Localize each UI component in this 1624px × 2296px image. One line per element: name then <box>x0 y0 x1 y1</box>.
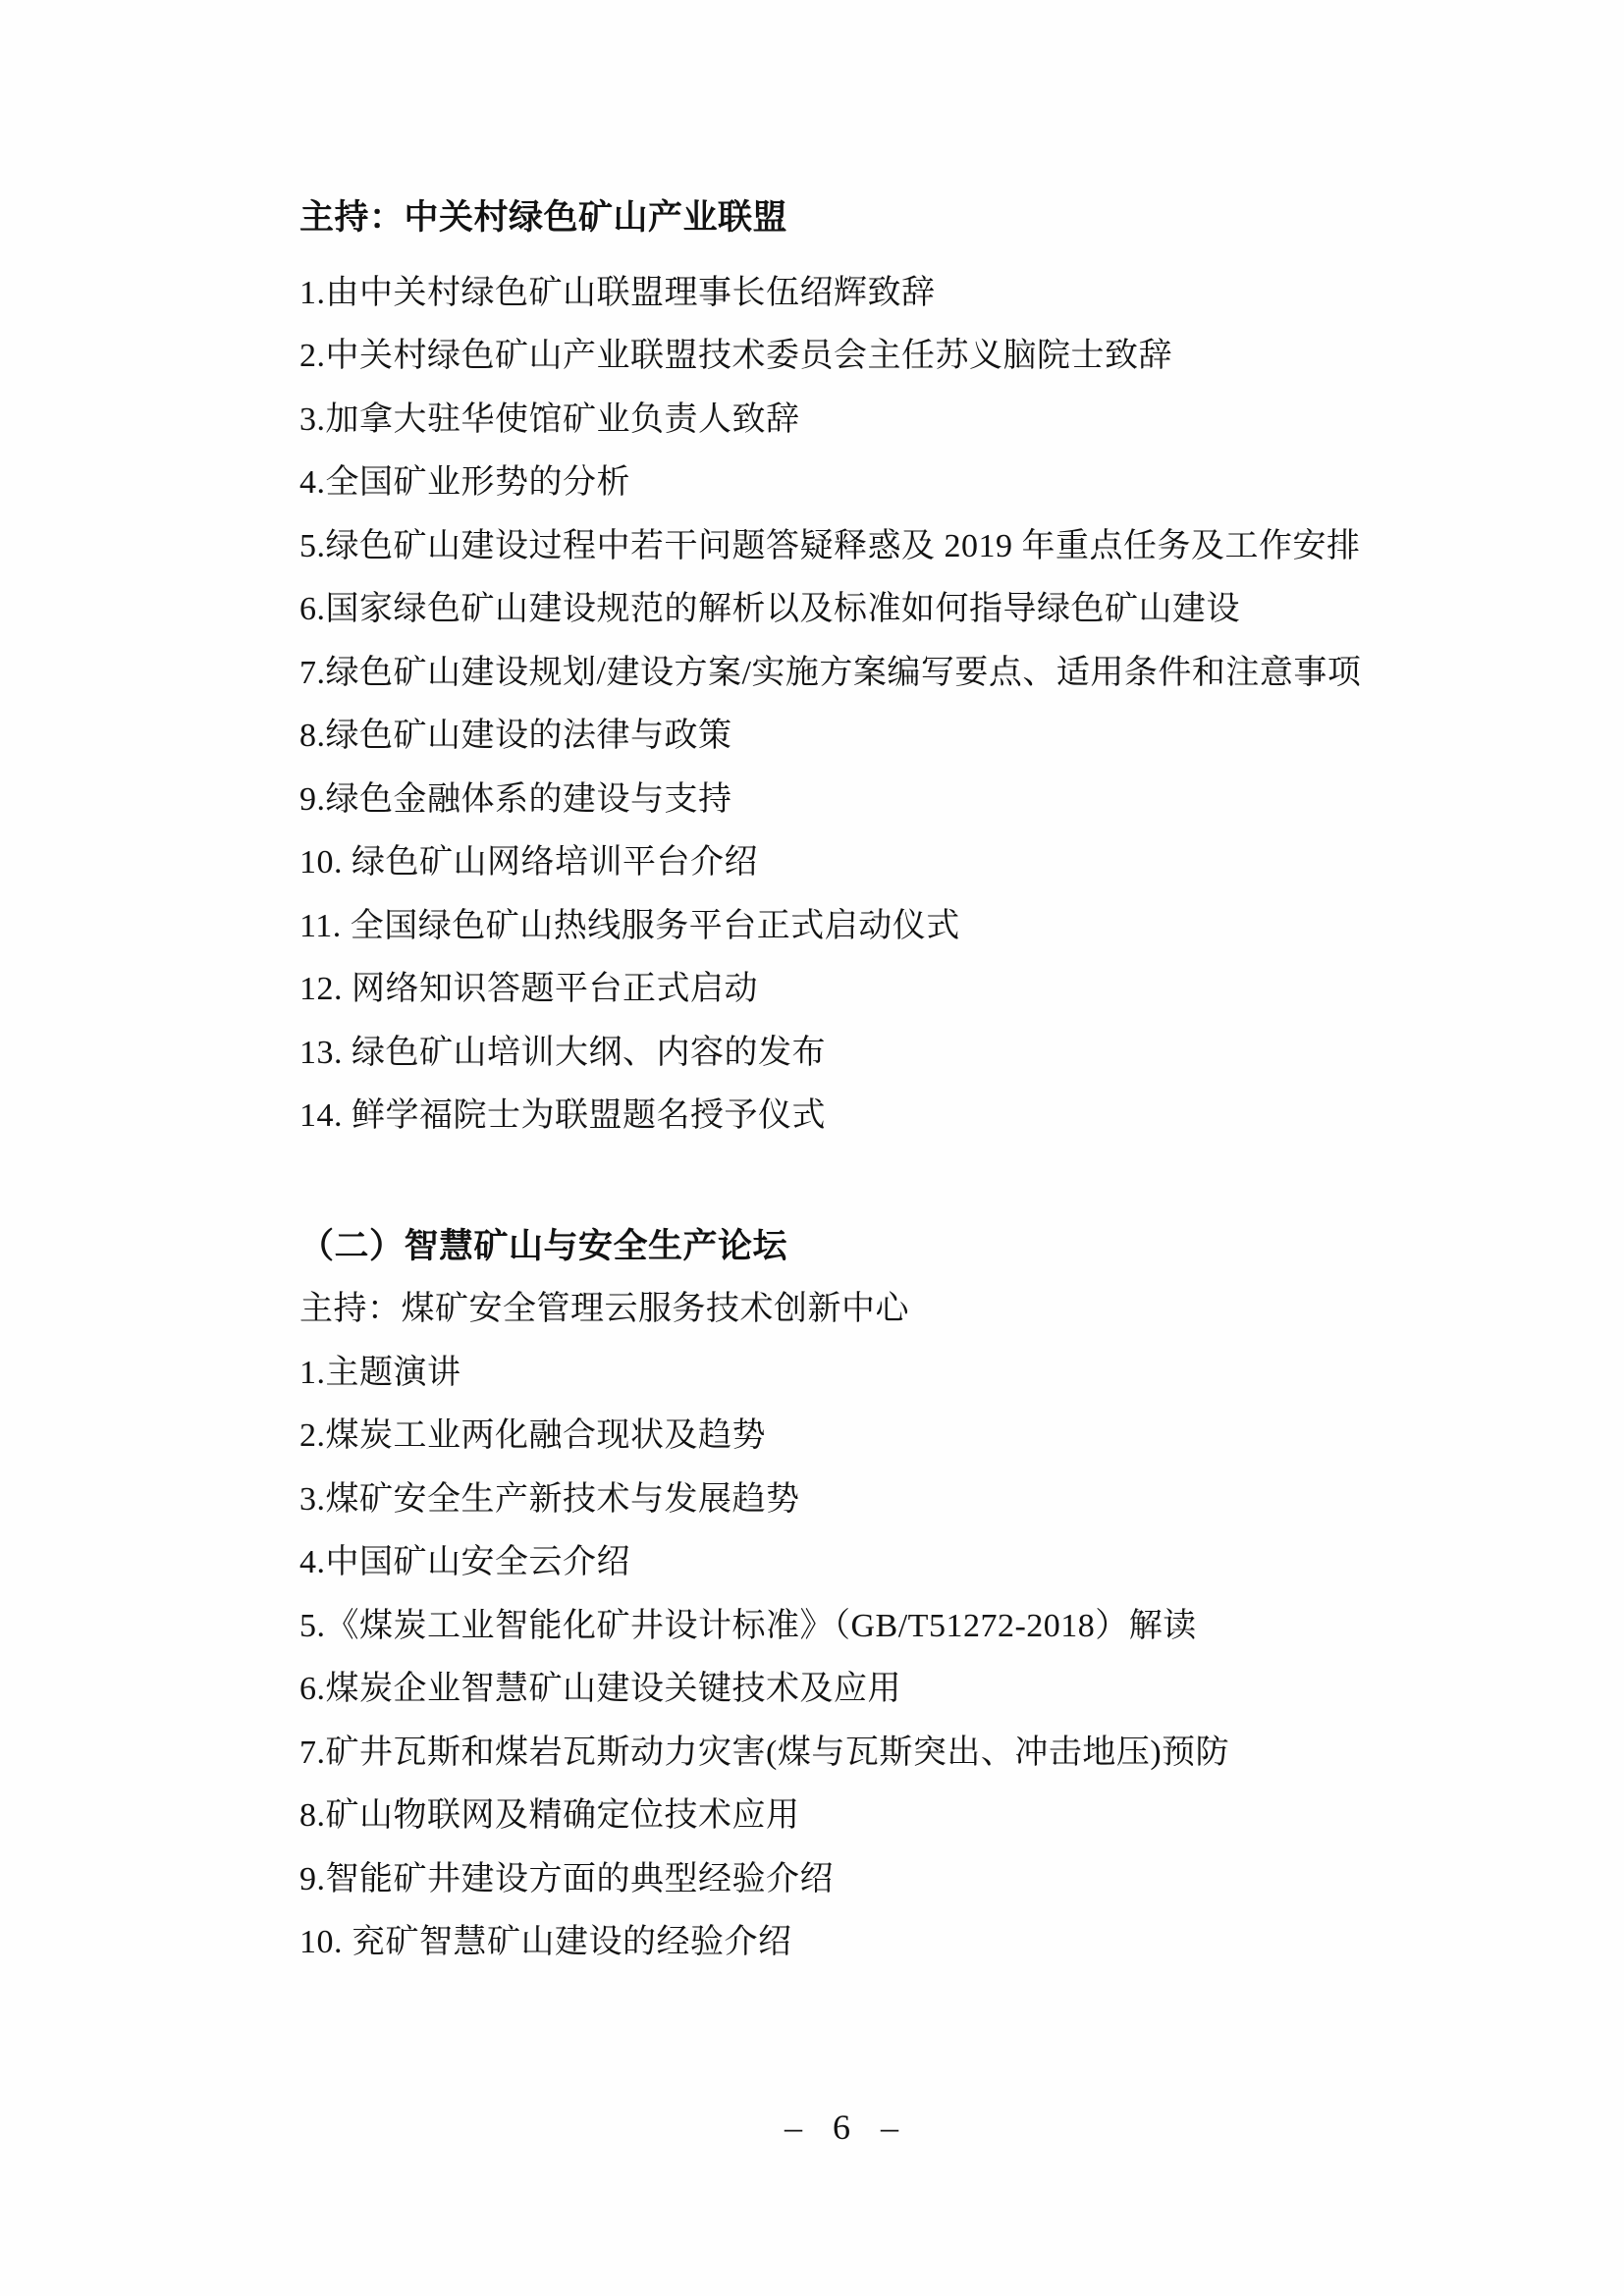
agenda-item: 10. 绿色矿山网络培训平台介绍 <box>299 844 758 881</box>
agenda-item: 11. 全国绿色矿山热线服务平台正式启动仪式 <box>299 907 960 944</box>
agenda-item: 4.全国矿业形势的分析 <box>299 464 630 501</box>
section2-host: 主持：煤矿安全管理云服务技术创新中心 <box>299 1291 909 1327</box>
agenda-item: 9.绿色金融体系的建设与支持 <box>299 780 732 818</box>
agenda-item: 6.煤炭企业智慧矿山建设关键技术及应用 <box>299 1671 901 1707</box>
agenda-item: 4.中国矿山安全云介绍 <box>299 1544 630 1580</box>
section1-item-list <box>299 262 1438 1148</box>
agenda-item: 3.加拿大驻华使馆矿业负责人致辞 <box>299 400 800 438</box>
agenda-item: 5.绿色矿山建设过程中若干问题答疑释惑及 2019 年重点任务及工作安排 <box>299 527 1361 564</box>
agenda-item: 8.矿山物联网及精确定位技术应用 <box>299 1797 800 1834</box>
agenda-item: 14. 鲜学福院士为联盟题名授予仪式 <box>299 1097 826 1134</box>
agenda-item: 13. 绿色矿山培训大纲、内容的发布 <box>299 1034 826 1071</box>
agenda-item: 7.绿色矿山建设规划/建设方案/实施方案编写要点、适用条件和注意事项 <box>299 654 1362 691</box>
agenda-item: 12. 网络知识答题平台正式启动 <box>299 971 758 1007</box>
section1-host: 主持：中关村绿色矿山产业联盟 <box>299 198 788 237</box>
agenda-item: 8.绿色矿山建设的法律与政策 <box>299 718 732 754</box>
page-number: – 6 – <box>785 2108 898 2147</box>
agenda-item: 3.煤矿安全生产新技术与发展趋势 <box>299 1480 800 1518</box>
agenda-item: 6.国家绿色矿山建设规范的解析以及标准如何指导绿色矿山建设 <box>299 591 1240 627</box>
agenda-item: 2.煤炭工业两化融合现状及趋势 <box>299 1417 766 1454</box>
agenda-item: 9.智能矿井建设方面的典型经验介绍 <box>299 1860 834 1897</box>
agenda-content <box>299 187 1438 1975</box>
agenda-item: 1.由中关村绿色矿山联盟理事长伍绍辉致辞 <box>299 274 936 311</box>
agenda-item: 1.主题演讲 <box>299 1354 461 1391</box>
agenda-item: 5.《煤炭工业智能化矿井设计标准》（GB/T51272-2018）解读 <box>299 1607 1197 1644</box>
agenda-item: 7.矿井瓦斯和煤岩瓦斯动力灾害(煤与瓦斯突出、冲击地压)预防 <box>299 1734 1230 1771</box>
agenda-item: 10. 兖矿智慧矿山建设的经验介绍 <box>299 1924 792 1960</box>
section2-item-list <box>299 1342 1438 1975</box>
agenda-item: 2.中关村绿色矿山产业联盟技术委员会主任苏义脑院士致辞 <box>299 338 1172 374</box>
section2-heading: （二）智慧矿山与安全生产论坛 <box>299 1226 788 1265</box>
